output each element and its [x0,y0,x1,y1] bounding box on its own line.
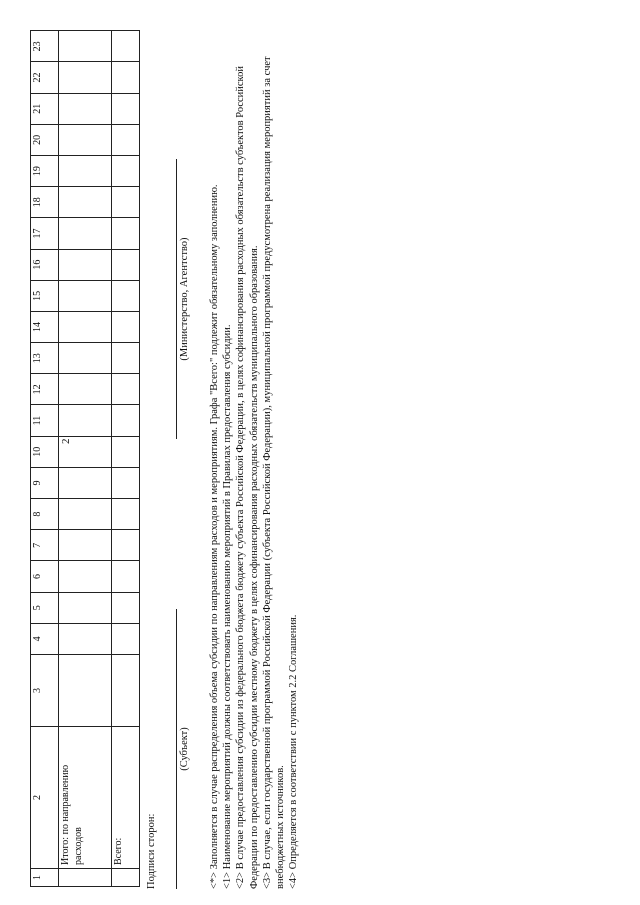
signatures-section [145,32,206,889]
signature-left: (Субъект) [176,609,206,889]
column-header-14: 14 [31,311,59,342]
column-header-8: 8 [31,499,59,530]
column-header-21: 21 [31,93,59,124]
signature-row [176,32,206,889]
table-cell [59,869,112,887]
column-header-2: 2 [31,727,59,869]
column-header-6: 6 [31,561,59,592]
table-cell [112,869,140,887]
signatures-title: Подписи сторон: [146,813,157,889]
subsidy-table [30,30,140,887]
column-header-4: 4 [31,623,59,654]
footnote: <1> Наименование мероприятий должны соответствовать наименованию мероприятий в Правилах предоставления субсидии. [222,324,234,889]
row-label-total: Всего: [112,727,140,869]
column-header-18: 18 [31,187,59,218]
footnote: <*> Заполняется в случае распределения объема субсидии по направлениям расходов и мероприятиям. Графа "Всего:" подлежит обязательному заполнению. [209,184,221,889]
column-header-13: 13 [31,343,59,374]
footnote: <3> В случае, если государственной программой Российской Федерации (субъекта Российской Федерации), муниципальной программой предусмотрена реализация мероприятий за счет внебюджетных источников. [261,56,286,889]
table-row [112,31,140,887]
table-header-row [31,31,59,887]
column-header-1: 1 [31,869,59,887]
column-header-23: 23 [31,31,59,62]
page-number: 2 [60,438,72,444]
signature-right: (Министерство, Агентство) [176,159,206,439]
footnote: <4> Определяется в соответствии с пунктом 2.2 Соглашения. [287,614,299,889]
column-header-10: 10 [31,436,59,467]
document-body [30,32,299,892]
column-header-17: 17 [31,218,59,249]
table-row [59,31,112,887]
column-header-16: 16 [31,249,59,280]
column-header-11: 11 [31,405,59,436]
column-header-7: 7 [31,530,59,561]
column-header-12: 12 [31,374,59,405]
column-header-9: 9 [31,467,59,498]
column-header-15: 15 [31,280,59,311]
column-header-5: 5 [31,592,59,623]
footnote: <2> В случае предоставления субсидии из федерального бюджета бюджету субъекта Российской Федерации, в целях софинансирования расходных обязательств субъектов Российской Федерации по предоставлению субсидии местному бюджету в целях софинансирования расходных обязательств муниципального образования. [235,66,260,889]
column-header-22: 22 [31,62,59,93]
row-label-total-by-direction: Итого: по направлению расходов [59,727,112,869]
footnotes [208,32,300,889]
table-cell [59,655,112,727]
column-header-20: 20 [31,124,59,155]
table-cell [112,655,140,727]
column-header-19: 19 [31,156,59,187]
column-header-3: 3 [31,655,59,727]
